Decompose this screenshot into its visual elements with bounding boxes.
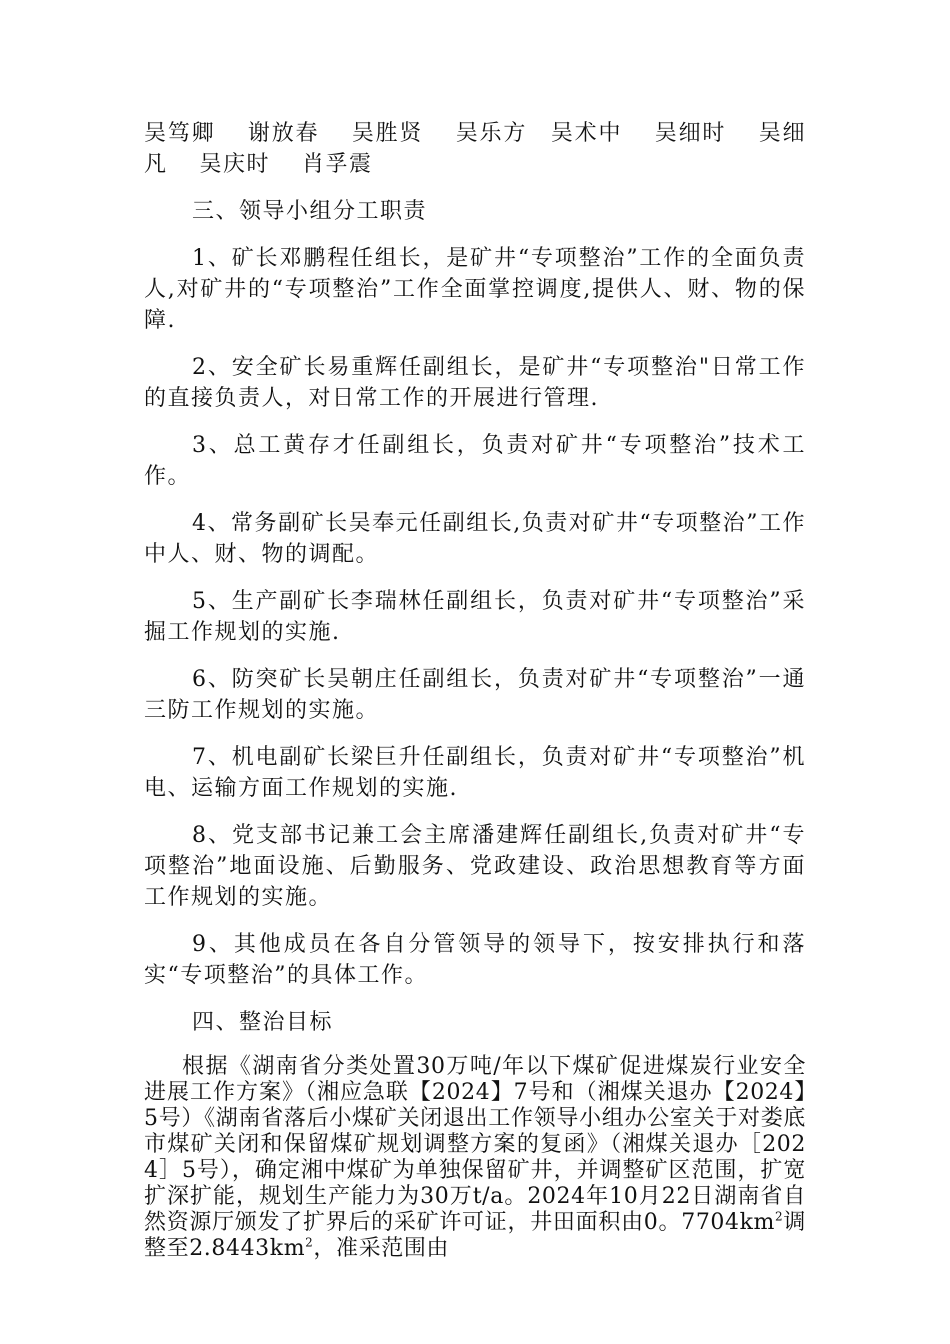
- duty-item: 3、总工黄存才任副组长，负责对矿井“专项整治”技术工作。: [144, 433, 806, 489]
- duty-item: 7、机电副矿长梁巨升任副组长，负责对矿井“专项整治”机电、运输方面工作规划的实施.: [144, 745, 806, 801]
- section-heading-duties: 三、领导小组分工职责: [192, 199, 428, 224]
- target-text-part1: 根据《湖南省分类处置30万吨/年以下煤矿促进煤炭行业安全进展工作方案》（湘应急联【2024】7号和（湘煤关退办【2024】5号）《湖南省落后小煤矿关闭退出工作领导小组办公室关于对娄底市煤矿关闭和保留煤矿规划调整方案的复函》（湘煤关退办［2024］5号），确定湘中煤矿为单独保留矿井，并调整矿区范围，扩宽扩深扩能，规划生产能力为30万t/a。2024年10月22日湖南省自然资源厅颁发了扩界后的采矿许可证，井田面积由0。7704km: [144, 1054, 806, 1235]
- duty-item: 4、常务副矿长吴奉元任副组长,负责对矿井“专项整治”工作中人、财、物的调配。: [144, 511, 806, 567]
- duty-item: 8、党支部书记兼工会主席潘建辉任副组长,负责对矿井“专项整治”地面设施、后勤服务、党政建设、政治思想教育等方面工作规划的实施。: [144, 823, 806, 910]
- duty-item: 9、其他成员在各自分管领导的领导下，按安排执行和落实“专项整治”的具体工作。: [144, 932, 806, 988]
- section-heading-targets: 四、整治目标: [192, 1010, 334, 1035]
- superscript-square: 2: [305, 1235, 314, 1250]
- group-members-list: 吴笃卿 谢放春 吴胜贤 吴乐方 吴术中 吴细时 吴细凡 吴庆时 肖孚震: [144, 121, 806, 177]
- duty-item: 6、防突矿长吴朝庄任副组长，负责对矿井“专项整治”一通三防工作规划的实施。: [144, 667, 806, 723]
- duty-item: 2、安全矿长易重辉任副组长，是矿井“专项整治"日常工作的直接负责人，对日常工作的开展进行管理.: [144, 355, 806, 411]
- duty-item: 1、矿长邓鹏程任组长，是矿井“专项整治”工作的全面负责人,对矿井的“专项整治”工作全面掌控调度,提供人、财、物的保障.: [144, 246, 806, 333]
- target-paragraph: [144, 1054, 806, 1262]
- target-text-part3: ，准采范围由: [313, 1236, 450, 1261]
- document-page: [144, 118, 806, 1262]
- superscript-square: 2: [775, 1209, 784, 1224]
- target-text-part2: 调整至2.8443km: [144, 1210, 806, 1261]
- duty-item: 5、生产副矿长李瑞林任副组长，负责对矿井“专项整治”采掘工作规划的实施.: [144, 589, 806, 645]
